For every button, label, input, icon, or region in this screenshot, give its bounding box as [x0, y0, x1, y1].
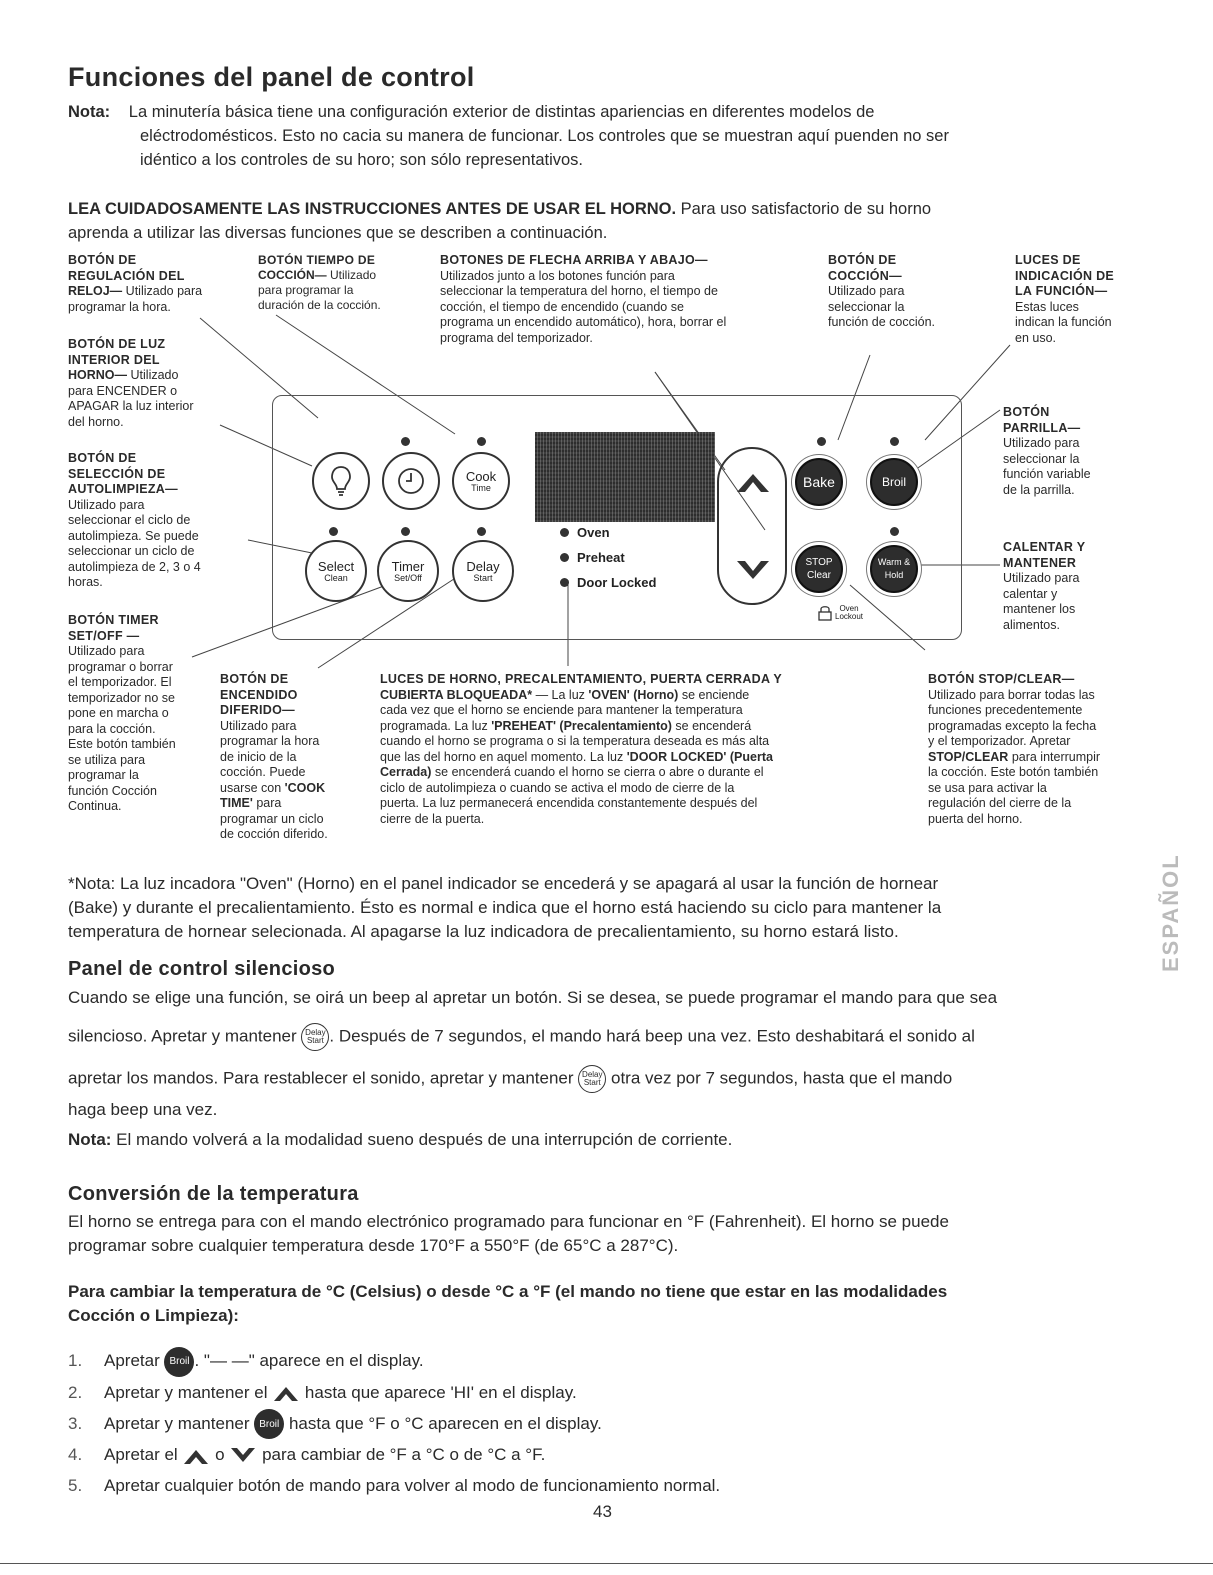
- lcd-display: [535, 432, 715, 522]
- note-line-2: eléctrodomésticos. Esto no cacia su manera de funcionar. Los controles que se muestran aquí puenden no ser: [140, 127, 949, 145]
- clock-icon: [396, 466, 426, 496]
- label-self-clean: BOTÓN DE SELECCIÓN DE AUTOLIMPIEZA— Utilizado para seleccionar el ciclo de autolimpieza. Se puede seleccionar un ciclo de autolimpieza de 2, 3 o 4 horas.: [68, 451, 201, 589]
- bake-button[interactable]: [795, 458, 843, 506]
- start-sublabel: Start: [473, 572, 493, 583]
- cook-time-sublabel: Time: [471, 482, 491, 493]
- label-stop-clear: BOTÓN STOP/CLEAR— Utilizado para borrar todas las funciones precedentemente programadas excepto la fecha y el temporizador. Apretar STOP/CLEAR para interrumpir la cocción. Este botón también se usa para activar la regulación del cierre de la puerta del horno.: [928, 672, 1101, 826]
- step-3: 3. Apretar y mantener Broil hasta que °F o °C aparecen en el display.: [68, 1408, 720, 1440]
- cook-time-button[interactable]: [452, 452, 510, 510]
- lock-icon: [818, 605, 832, 621]
- indicator-dot: [890, 527, 899, 536]
- note-line-1: La minutería básica tiene una configuración exterior de distintas apariencias en diferentes modelos de: [128, 103, 875, 121]
- page-number: 43: [593, 1502, 612, 1521]
- footnote: [68, 872, 1128, 944]
- label-clock: BOTÓN DE REGULACIÓN DEL RELOJ— Utilizado para programar la hora.: [68, 253, 203, 314]
- stop-label: STOP: [805, 557, 833, 568]
- up-arrow-icon: [182, 1446, 210, 1466]
- language-tab: ESPAÑOL: [1158, 853, 1183, 972]
- indicator-dot: [890, 437, 899, 446]
- step-2: 2. Apretar y mantener el hasta que aparece 'HI' en el display.: [68, 1382, 577, 1402]
- clock-button[interactable]: [382, 452, 440, 510]
- steps-list: [68, 1345, 720, 1501]
- label-timer: BOTÓN TIMER SET/OFF — Utilizado para programar o borrar el temporizador. El temporizador no se pone en marcha o para la cocción. Este botón también se utiliza para programar la función Cocción Continua.: [68, 613, 176, 813]
- note-line-3: idéntico a los controles de su horo; son sólo representativos.: [140, 151, 584, 169]
- broil-button[interactable]: [870, 458, 918, 506]
- up-arrow-button[interactable]: [733, 468, 773, 498]
- instructions-line-2: aprenda a utilizar las diversas funciones que se describen a continuación.: [68, 224, 608, 242]
- oven-lockout-indicator: Oven Lockout: [818, 605, 863, 621]
- warm-label: Warm &: [877, 557, 911, 567]
- label-cook-time: BOTÓN TIEMPO DE COCCIÓN— Utilizado para programar la duración de la cocción.: [258, 253, 381, 312]
- silent-heading: Panel de control silencioso: [68, 958, 336, 980]
- up-arrow-icon: [733, 468, 773, 498]
- label-arrows: BOTONES DE FLECHA ARRIBA Y ABAJO— Utilizados junto a los botones función para seleccionar la temperatura del horno, el tiempo de cocción, el tiempo de encendido (cuando se programa un encendido automático), hora, borrar el programa del temporizador.: [440, 253, 727, 345]
- temp-subheading: Para cambiar la temperatura de °C (Celsius) o desde °C a °F (el mando no tiene que estar en las modalidades Cocción o Limpieza):: [68, 1282, 948, 1325]
- indicator-preheat: Preheat: [560, 550, 625, 565]
- step-4: 4. Apretar el o para cambiar de °F a °C o de °C a °F.: [68, 1445, 546, 1465]
- indicator-dot: [329, 527, 338, 536]
- footnote-line-2: (Bake) y durante el precalientamiento. Ésto es normal e indica que el horno está haciendo su ciclo para mantener la: [68, 898, 942, 917]
- page-title: Funciones del panel de control: [68, 62, 475, 92]
- label-oven-lights: LUCES DE HORNO, PRECALENTAMIENTO, PUERTA CERRADA Y CUBIERTA BLOQUEADA* — La luz 'OVEN' (Horno) se enciende cada vez que el horno se enciende para mantener la temperatura programada. La luz 'PREHEAT' (Precalentamiento) se encenderá cuando el horno se programa o si la temperatura deseada es más alta que las del horno en aquel momento. La luz 'DOOR LOCKED' (Puerta Cerrada) se encenderá cuando el horno se cierra o abre o durante el ciclo de autolimpieza o cuando se activa el modo de cierre de la puerta. La luz permanecerá encendida constantemente después del cierre de la puerta.: [380, 672, 783, 826]
- indicator-dot: [401, 527, 410, 536]
- warm-hold-button[interactable]: [870, 545, 918, 593]
- label-oven-light: BOTÓN DE LUZ INTERIOR DEL HORNO— Utilizado para ENCENDER o APAGAR la luz interior del horno.: [68, 337, 194, 429]
- indicator-dot: [401, 437, 410, 446]
- label-rack: BOTÓN PARRILLA— Utilizado para seleccionar la función variable de la parrilla.: [1003, 405, 1091, 497]
- light-bulb-icon: [330, 465, 352, 497]
- label-function-lights: LUCES DE INDICACIÓN DE LA FUNCIÓN— Estas luces indican la función en uso.: [1015, 253, 1115, 345]
- label-bake: BOTÓN DE COCCIÓN— Utilizado para seleccionar la función de cocción.: [828, 253, 936, 329]
- hold-label: Hold: [884, 570, 904, 580]
- label-warm-hold: CALENTAR Y MANTENER Utilizado para calentar y mantener los alimentos.: [1003, 540, 1086, 632]
- indicator-dot: [477, 437, 486, 446]
- up-arrow-icon: [272, 1383, 300, 1403]
- step-5: 5. Apretar cualquier botón de mando para volver al modo de funcionamiento normal.: [68, 1476, 721, 1496]
- label-delay-start: BOTÓN DE ENCENDIDO DIFERIDO— Utilizado para programar la hora de inicio de la cocción. Puede usarse con 'COOK TIME' para programar un ciclo de cocción diferido.: [220, 672, 328, 841]
- timer-label: Timer: [391, 558, 425, 574]
- indicator-door-locked: Door Locked: [560, 575, 656, 590]
- indicator-dot: [477, 527, 486, 536]
- temp-heading: Conversión de la temperatura: [68, 1183, 359, 1205]
- down-arrow-icon: [229, 1446, 257, 1466]
- delay-start-button[interactable]: [452, 540, 514, 602]
- footer-rule: [0, 1563, 1213, 1564]
- indicator-oven: Oven: [560, 525, 610, 540]
- temp-body: El horno se entrega para con el mando electrónico programado para funcionar en °F (Fahrenheit). El horno se puede programar sobre cualquier temperatura desde 170°F a 550°F (de 65°C a 287°C).: [68, 1212, 949, 1255]
- down-arrow-button[interactable]: [733, 555, 773, 585]
- footnote-line-1: *Nota: La luz incadora "Oven" (Horno) en el panel indicador se encederá y se apagará al usar la función de hornear: [68, 874, 939, 893]
- broil-icon: Broil: [164, 1347, 194, 1377]
- down-arrow-icon: [733, 555, 773, 585]
- broil-icon: Broil: [254, 1409, 284, 1439]
- step-1: 1. Apretar Broil . "— —" aparece en el display.: [68, 1345, 720, 1377]
- select-clean-button[interactable]: [305, 540, 367, 602]
- indicator-dot: [817, 437, 826, 446]
- instructions-bold: LEA CUIDADOSAMENTE LAS INSTRUCCIONES ANTES DE USAR EL HORNO.: [68, 200, 677, 218]
- delay-start-icon: Delay Start: [301, 1023, 329, 1051]
- cook-time-label: Cook: [465, 468, 497, 484]
- select-label: Select: [317, 558, 355, 574]
- stop-clear-button[interactable]: [795, 545, 843, 593]
- instructions-rest: Para uso satisfactorio de su horno: [676, 200, 932, 218]
- oven-light-button[interactable]: [312, 452, 370, 510]
- clear-label: Clear: [807, 570, 831, 581]
- delay-start-icon: Delay Start: [578, 1065, 606, 1093]
- broil-label: Broil: [881, 474, 906, 489]
- timer-sublabel: Set/Off: [394, 572, 422, 583]
- timer-button[interactable]: [377, 540, 439, 602]
- silent-body: Cuando se elige una función, se oirá un beep al apretar un botón. Si se desea, se puede programar el mando para que sea silencioso. Apretar y mantener Delay Start . Después de 7 segundos, el mando hará beep una vez. Esto deshabitará el sonido al apretar los mandos. Para restablecer el sonido, apretar y mantener Delay Start otra vez por 7 segundos, hasta que el mando haga beep una vez. Nota: El mando volverá a la modalidad sueno después de una interrupción de corriente.: [68, 988, 998, 1149]
- footnote-line-3: temperatura de hornear selecionada. Al apagarse la luz indicadora de precalientamiento, su horno estará listo.: [68, 922, 899, 941]
- clean-sublabel: Clean: [324, 572, 348, 583]
- delay-label: Delay: [466, 558, 500, 574]
- note-label: Nota:: [68, 103, 111, 121]
- bake-label: Bake: [803, 473, 835, 490]
